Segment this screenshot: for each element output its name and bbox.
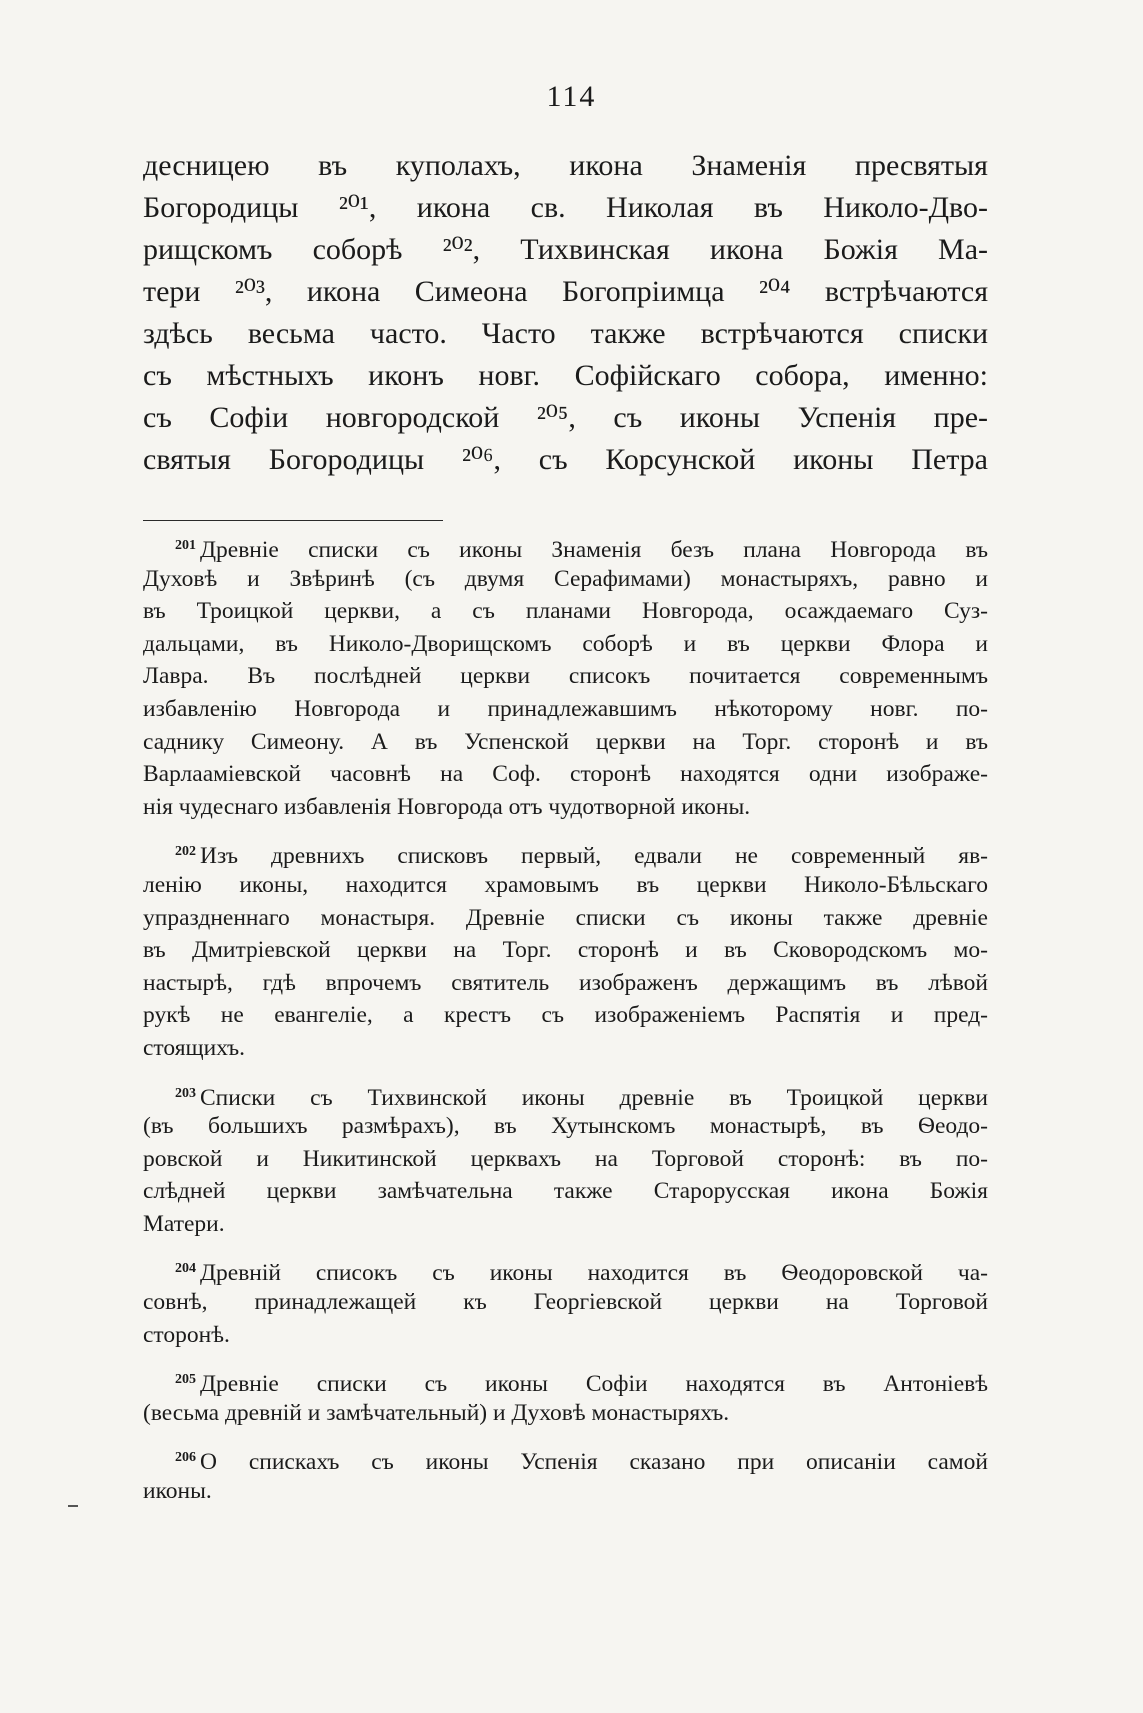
footnote-205: [143, 1364, 988, 1429]
footnote-line: ровской и Никитинской церквахъ на Торговой сторонѣ: въ по-: [143, 1145, 988, 1172]
main-text-line: съ Софіи новгородской ²⁰⁵, съ иконы Успенія пре-: [143, 401, 988, 434]
footnote-line: [143, 1442, 988, 1475]
footnote-line: [143, 1253, 988, 1286]
main-text-line: рищскомъ соборѣ ²⁰², Тихвинская икона Божія Ма-: [143, 233, 988, 266]
footnote-203: [143, 1078, 988, 1241]
footnote-mark: 206: [175, 1450, 196, 1466]
footnotes: [143, 530, 988, 1521]
footnote-line: Матери.: [143, 1210, 225, 1237]
main-text-line: Богородицы ²⁰¹, икона св. Николая въ Николо-Дво-: [143, 191, 988, 224]
footnote-line: нія чудеснаго избавленія Новгорода отъ чудотворной иконы.: [143, 793, 751, 820]
main-text-line: десницею въ куполахъ, икона Знаменія пресвятыя: [143, 149, 988, 182]
footnote-line: въ Троицкой церкви, а съ планами Новгорода, осаждаемаго Суз-: [143, 598, 988, 625]
footnote-line: (въ большихъ размѣрахъ), въ Хутынскомъ монастырѣ, въ Ѳеодо-: [143, 1113, 988, 1140]
footnote-line: стоящихъ.: [143, 1034, 246, 1061]
footnote-206: [143, 1442, 988, 1507]
main-text: [143, 145, 988, 481]
footnote-line: слѣдней церкви замѣчательна также Старорусская икона Божія: [143, 1178, 988, 1205]
footnote-line: совнѣ, принадлежащей къ Георгіевской церкви на Торговой: [143, 1289, 988, 1316]
footnote-line: [143, 530, 988, 563]
footnote-mark: 203: [175, 1085, 196, 1101]
footnote-line: саднику Симеону. А въ Успенской церкви на Торг. сторонѣ и въ: [143, 728, 988, 755]
footnote-mark: 204: [175, 1261, 196, 1277]
footnote-line: (весьма древній и замѣчательный) и Духовѣ монастыряхъ.: [143, 1399, 730, 1426]
footnote-line: упраздненнаго монастыря. Древніе списки съ иконы также древніе: [143, 904, 988, 931]
footnote-202: [143, 836, 988, 1064]
footnote-text: Изъ древнихъ списковъ первый, едвали не современный яв-: [200, 843, 988, 870]
footnote-line: дальцами, въ Николо-Дворищскомъ соборѣ и въ церкви Флора и: [143, 630, 988, 657]
footnote-mark: 205: [175, 1372, 196, 1388]
footnote-text: О спискахъ съ иконы Успенія сказано при описаніи самой: [200, 1449, 988, 1476]
footnote-line: [143, 1364, 988, 1397]
footnote-mark: 201: [175, 538, 196, 553]
scan-artifact-mark: [68, 1505, 78, 1507]
footnote-201: [143, 530, 988, 823]
footnote-separator-rule: [143, 520, 443, 521]
footnote-line: сторонѣ.: [143, 1321, 230, 1348]
footnote-line: рукѣ не евангеліе, а крестъ съ изображеніемъ Распятія и пред-: [143, 1002, 988, 1029]
footnote-line: Духовѣ и Звѣринѣ (съ двумя Серафимами) монастыряхъ, равно и: [143, 565, 988, 592]
footnote-line: иконы.: [143, 1478, 212, 1505]
footnote-line: избавленію Новгорода и принадлежавшимъ нѣкоторому новг. по-: [143, 695, 988, 722]
main-text-line: съ мѣстныхъ иконъ новг. Софійскаго собора, именно:: [143, 359, 988, 392]
footnote-text: Древніе списки съ иконы Знаменія безъ плана Новгорода въ: [200, 537, 988, 563]
footnote-204: [143, 1253, 988, 1351]
footnote-line: настырѣ, гдѣ впрочемъ святитель изображенъ держащимъ въ лѣвой: [143, 969, 988, 996]
footnote-line: [143, 1078, 988, 1111]
footnote-line: Варлааміевской часовнѣ на Соф. сторонѣ находятся одни изображе-: [143, 761, 988, 788]
main-text-line: тери ²⁰³, икона Симеона Богопріимца ²⁰⁴ встрѣчаются: [143, 275, 988, 308]
footnote-line: ленію иконы, находится храмовымъ въ церкви Николо-Бѣльскаго: [143, 871, 988, 898]
footnote-line: Лавра. Въ послѣдней церкви списокъ почитается современнымъ: [143, 663, 988, 690]
footnote-line: въ Дмитріевской церкви на Торг. сторонѣ и въ Сковородскомъ мо-: [143, 937, 988, 964]
footnote-text: Древній списокъ съ иконы находится въ Ѳеодоровской ча-: [200, 1260, 988, 1287]
footnote-text: Древніе списки съ иконы Софіи находятся въ Антоніевѣ: [200, 1371, 988, 1398]
page-number: 114: [546, 80, 597, 113]
footnote-line: [143, 836, 988, 869]
main-text-line: здѣсь весьма часто. Часто также встрѣчаются списки: [143, 317, 988, 350]
footnote-mark: 202: [175, 844, 196, 860]
main-text-line: святыя Богородицы ²⁰⁶, съ Корсунской иконы Петра: [143, 443, 988, 476]
footnote-text: Списки съ Тихвинской иконы древніе въ Троицкой церкви: [200, 1084, 988, 1111]
